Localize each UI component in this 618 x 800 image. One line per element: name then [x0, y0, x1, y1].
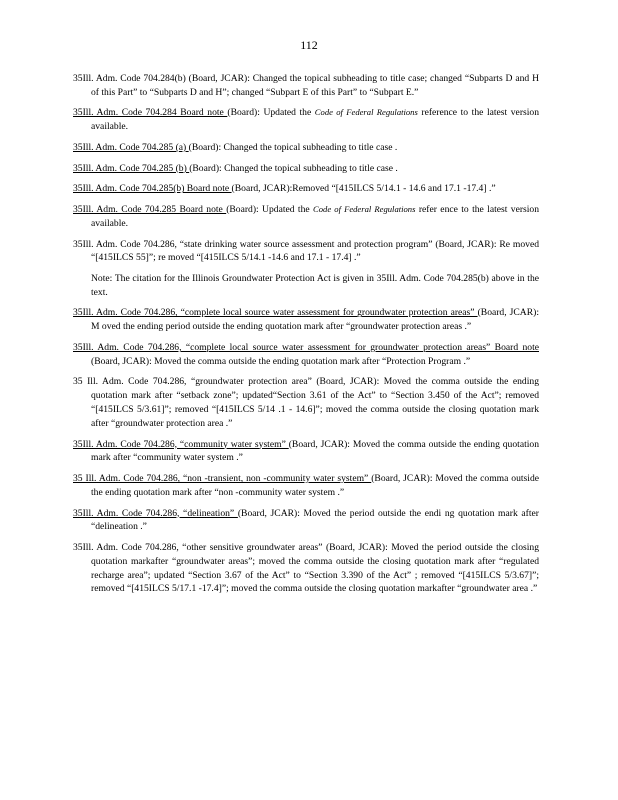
amendment-entry: [73, 438, 539, 466]
entry-text: (Board, JCAR): Moved the comma outside the ending quotation mark after “Protection Program .”: [91, 355, 471, 367]
entry-text: (Board, JCAR): Moved the comma outside the ending quotation mark after “non -community water system .”: [91, 473, 540, 498]
citation-reference: 35Ill. Adm. Code 704.285 (b): [73, 162, 190, 174]
amendment-entry: [73, 472, 539, 500]
amendment-entry: [73, 162, 539, 176]
citation-reference: 35 Ill. Adm. Code 704.286, “non -transient, non -community water system”: [73, 473, 372, 485]
entry-text: refer ence to the latest version available.: [91, 204, 540, 229]
amendment-entry: [73, 507, 539, 535]
amendment-entry: [73, 106, 539, 134]
entry-text: 35Ill. Adm. Code 704.286, “state drinking water source assessment and protection program” (Board, JCAR): Re moved “[415ILCS 55]”; re moved “[415ILCS 5/14.1 -14.6 and 17.1 - 17.4] .”: [73, 238, 539, 264]
entry-text: (Board, JCAR): Moved the period outside the endi ng quotation mark after “delineation .”: [91, 507, 539, 533]
entry-text: (Board): Changed the topical subheading to title case .: [189, 162, 398, 174]
citation-reference: 35Ill. Adm. Code 704.286, “community water system”: [73, 438, 289, 450]
entry-text: 35Ill. Adm. Code 704.286, “other sensitive groundwater areas” (Board, JCAR): Moved the period outside the closing quotation markafter “groundwater areas”; moved the comma outside the closing quotation mark after “regulated recharge area”; updated “Section 3.67 of the Act” to “Section 3.390 of the Act” ; removed “[415ILCS 5/3.67]”; removed “[415ILCS 5/17.1 -17.4]”; moved the comma outside the closing quotation markafter “groundwater area .”: [73, 541, 539, 595]
publication-title: Code of Federal Regulations: [313, 204, 416, 215]
publication-title: Code of Federal Regulations: [314, 107, 418, 118]
amendment-entry: [73, 541, 539, 596]
page-number: 112: [300, 38, 318, 52]
citation-note: [91, 272, 539, 300]
amendment-entry: [73, 141, 539, 155]
entry-text: 35 Ill. Adm. Code 704.286, “groundwater protection area” (Board, JCAR): Moved the comma outside the ending quotation mark after “setback zone”; updated“Section 3.61 of the Act” to “Section 3.450 of the Act”; removed “[415ILCS 5/3.61]”; removed “[415ILCS 5/14 .1 - 14.6]”; moved the comma outside the closing quotation mark after “groundwater protection area .”: [73, 376, 539, 429]
citation-reference: 35Ill. Adm. Code 704.284 Board note: [73, 107, 228, 119]
citation-reference: 35Ill. Adm. Code 704.285(b) Board note: [73, 183, 232, 195]
entry-text: Note: The citation for the Illinois Groundwater Protection Act is given in 35Ill. Adm. Code 704.285(b) above in the text.: [91, 273, 539, 298]
amendment-entry: [73, 182, 539, 196]
amendment-entry: [73, 306, 539, 334]
entry-text: (Board): Changed the topical subheading to title case .: [188, 141, 398, 153]
entry-text: (Board): Updated the: [226, 204, 314, 216]
citation-reference: 35Ill. Adm. Code 704.286, “delineation”: [73, 507, 238, 519]
amendment-list: [73, 72, 539, 603]
citation-reference: 35Ill. Adm. Code 704.286, “complete local source water assessment for groundwater protection areas” Board note: [73, 341, 539, 353]
amendment-entry: [73, 72, 539, 100]
amendment-entry: [73, 238, 539, 266]
amendment-entry: [73, 341, 539, 369]
entry-text: (Board): Updated the: [227, 107, 315, 119]
entry-text: (Board, JCAR):Removed “[415ILCS 5/14.1 - 14.6 and 17.1 -17.4] .”: [231, 183, 496, 195]
citation-reference: 35Ill. Adm. Code 704.285 Board note: [73, 204, 227, 216]
entry-text: (Board, JCAR): M oved the ending period outside the ending quotation mark after “groundwater protection areas .”: [91, 307, 539, 333]
entry-text: (Board, JCAR): Moved the comma outside the ending quotation mark after “community water system .”: [91, 438, 540, 464]
entry-text: 35Ill. Adm. Code 704.284(b) (Board, JCAR): Changed the topical subheading to title case; changed “Subparts D and H of this Part” to “Subparts D and H”; changed “Subpart E of this Part” to “Subpart E.”: [73, 73, 539, 98]
entry-text: reference to the latest version available.: [91, 107, 540, 133]
amendment-entry: [73, 375, 539, 430]
amendment-entry: [73, 203, 539, 231]
citation-reference: 35Ill. Adm. Code 704.285 (a): [73, 141, 189, 153]
citation-reference: 35Ill. Adm. Code 704.286, “complete local source water assessment for groundwater protection areas”: [73, 307, 478, 319]
